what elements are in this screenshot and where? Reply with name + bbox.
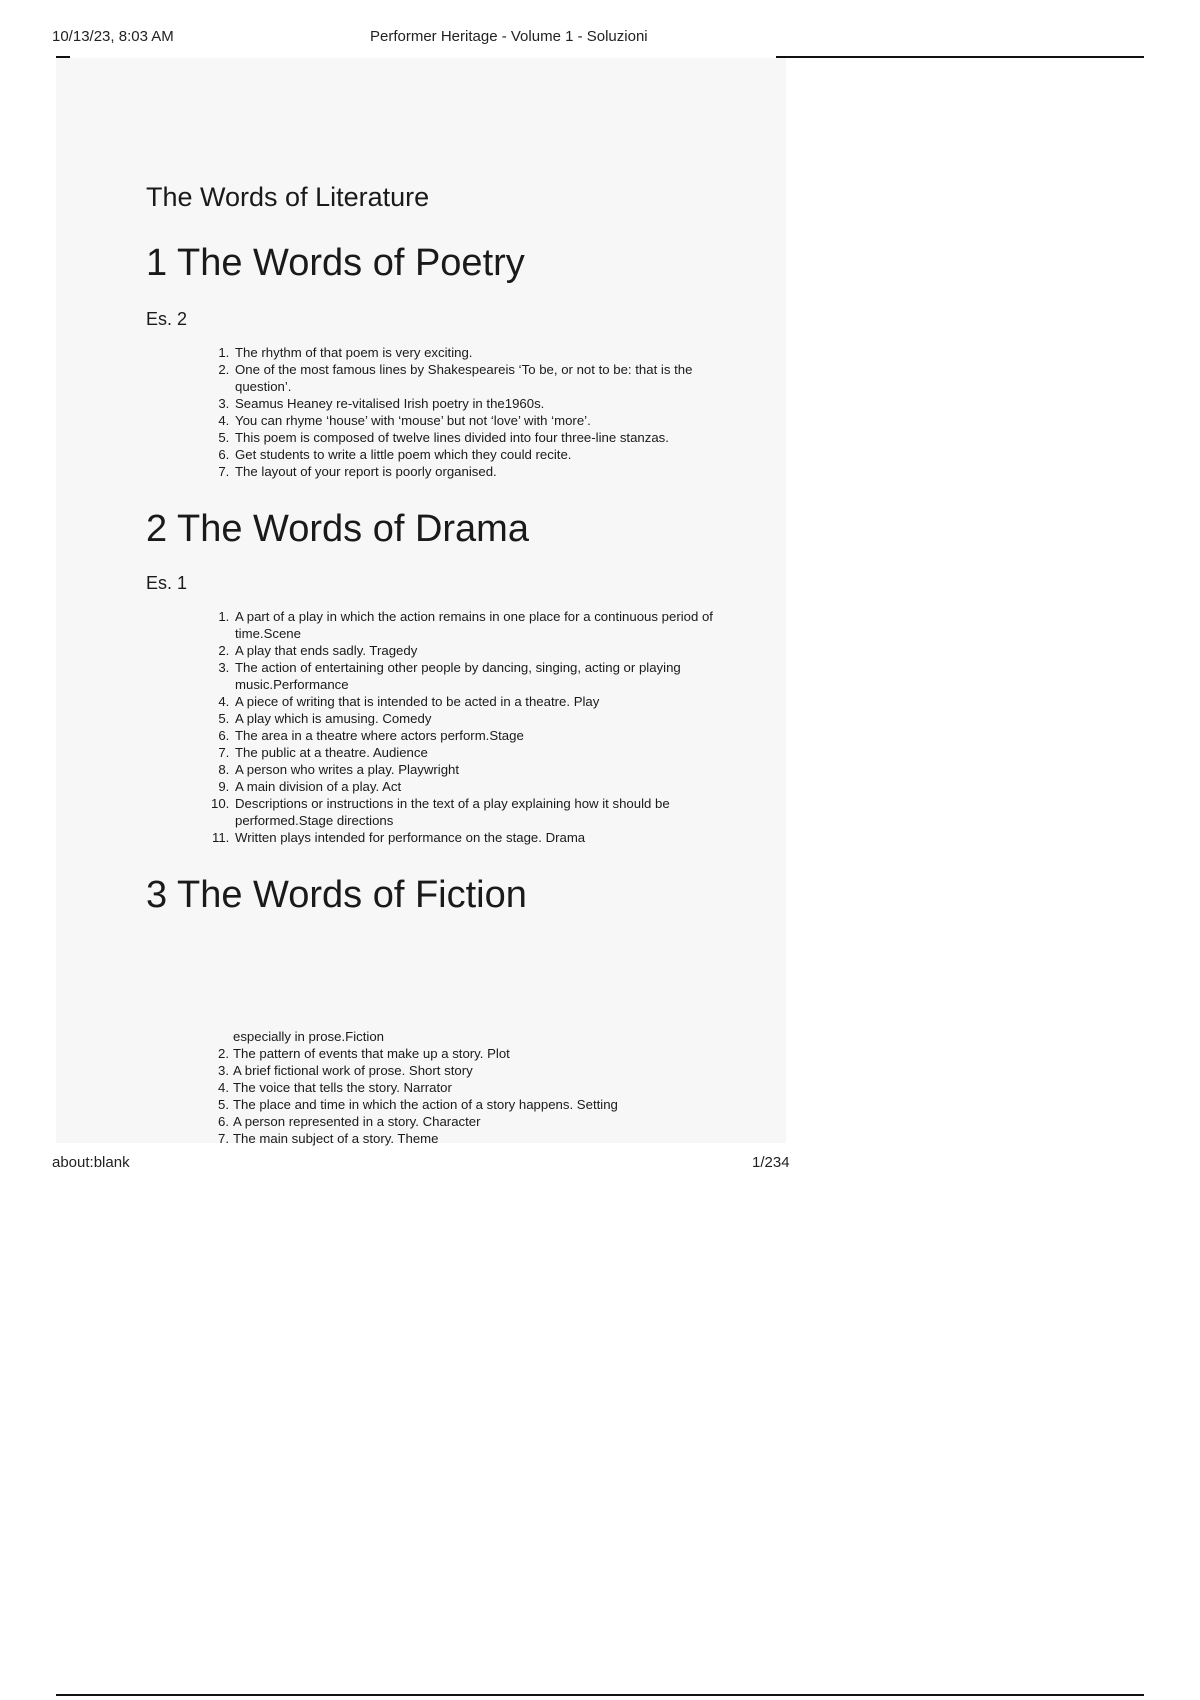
list-item-number: 5. <box>218 1097 229 1112</box>
list-item-continuation: especially in prose.Fiction <box>233 1029 384 1044</box>
list-item <box>218 1113 793 1130</box>
section-heading-drama: 2 The Words of Drama <box>146 508 529 550</box>
list-item <box>218 1062 793 1079</box>
list-item-number: 3. <box>218 1063 229 1078</box>
list-item-text: The pattern of events that make up a story. Plot <box>233 1046 510 1061</box>
print-header <box>0 26 1200 62</box>
list-item: 1. The rhythm of that poem is very exciting. <box>233 344 746 361</box>
section-heading-poetry: 1 The Words of Poetry <box>146 242 525 284</box>
exercise-label-drama: Es. 1 <box>146 573 188 593</box>
print-url: about:blank <box>52 1154 130 1171</box>
answer-list-poetry <box>146 344 746 480</box>
list-item: 1. A part of a play in which the action remains in one place for a continuous period of time.Scene <box>233 608 746 642</box>
list-item: 7. The public at a theatre. Audience <box>233 744 746 761</box>
list-item: 2. One of the most famous lines by Shakespeareis ‘To be, or not to be: that is the question’. <box>233 361 746 395</box>
list-item: 6. The area in a theatre where actors perform.Stage <box>233 727 746 744</box>
document-content <box>146 180 746 918</box>
list-item: 4. A piece of writing that is intended to be acted in a theatre. Play <box>233 693 746 710</box>
list-item-text: The main subject of a story. Theme <box>233 1131 439 1146</box>
list-item: 7. The layout of your report is poorly organised. <box>233 463 746 480</box>
print-footer <box>0 1154 1200 1178</box>
page-number: 1/234 <box>752 1154 790 1171</box>
list-item: 10. Descriptions or instructions in the text of a play explaining how it should be performed.Stage directions <box>233 795 746 829</box>
list-item <box>218 1045 793 1062</box>
list-item-number: 2. <box>218 1046 229 1061</box>
list-item <box>218 1096 793 1113</box>
print-datetime: 10/13/23, 8:03 AM <box>52 28 174 45</box>
list-item: 3. Seamus Heaney re-vitalised Irish poetry in the1960s. <box>233 395 746 412</box>
list-item: 3. The action of entertaining other people by dancing, singing, acting or playing music.Performance <box>233 659 746 693</box>
list-item-text: A brief fictional work of prose. Short story <box>233 1063 473 1078</box>
list-item: 11. Written plays intended for performance on the stage. Drama <box>233 829 746 846</box>
list-item-text: The voice that tells the story. Narrator <box>233 1080 452 1095</box>
answer-list-drama <box>146 608 746 846</box>
list-item <box>218 1079 793 1096</box>
document-title: The Words of Literature <box>146 182 430 212</box>
list-item-text: A person represented in a story. Character <box>233 1114 481 1129</box>
list-item: 4. You can rhyme ‘house’ with ‘mouse’ but not ‘love’ with ‘more’. <box>233 412 746 429</box>
header-rule-right <box>776 56 1144 58</box>
list-item-number: 4. <box>218 1080 229 1095</box>
list-item: 5. A play which is amusing. Comedy <box>233 710 746 727</box>
print-document-title: Performer Heritage - Volume 1 - Soluzioni <box>370 28 648 45</box>
exercise-label-poetry: Es. 2 <box>146 309 188 329</box>
list-item-number: 6. <box>218 1114 229 1129</box>
list-item-text: The place and time in which the action of a story happens. Setting <box>233 1097 618 1112</box>
list-item: 9. A main division of a play. Act <box>233 778 746 795</box>
list-item-number: 7. <box>218 1131 229 1146</box>
list-item: 5. This poem is composed of twelve lines divided into four three-line stanzas. <box>233 429 746 446</box>
list-item: 6. Get students to write a little poem which they could recite. <box>233 446 746 463</box>
list-item: 2. A play that ends sadly. Tragedy <box>233 642 746 659</box>
list-item <box>218 1130 793 1147</box>
section-heading-fiction: 3 The Words of Fiction <box>146 874 527 916</box>
list-item: 8. A person who writes a play. Playwright <box>233 761 746 778</box>
bottom-rule <box>56 1694 1144 1696</box>
answer-list-fiction <box>218 1028 793 1147</box>
